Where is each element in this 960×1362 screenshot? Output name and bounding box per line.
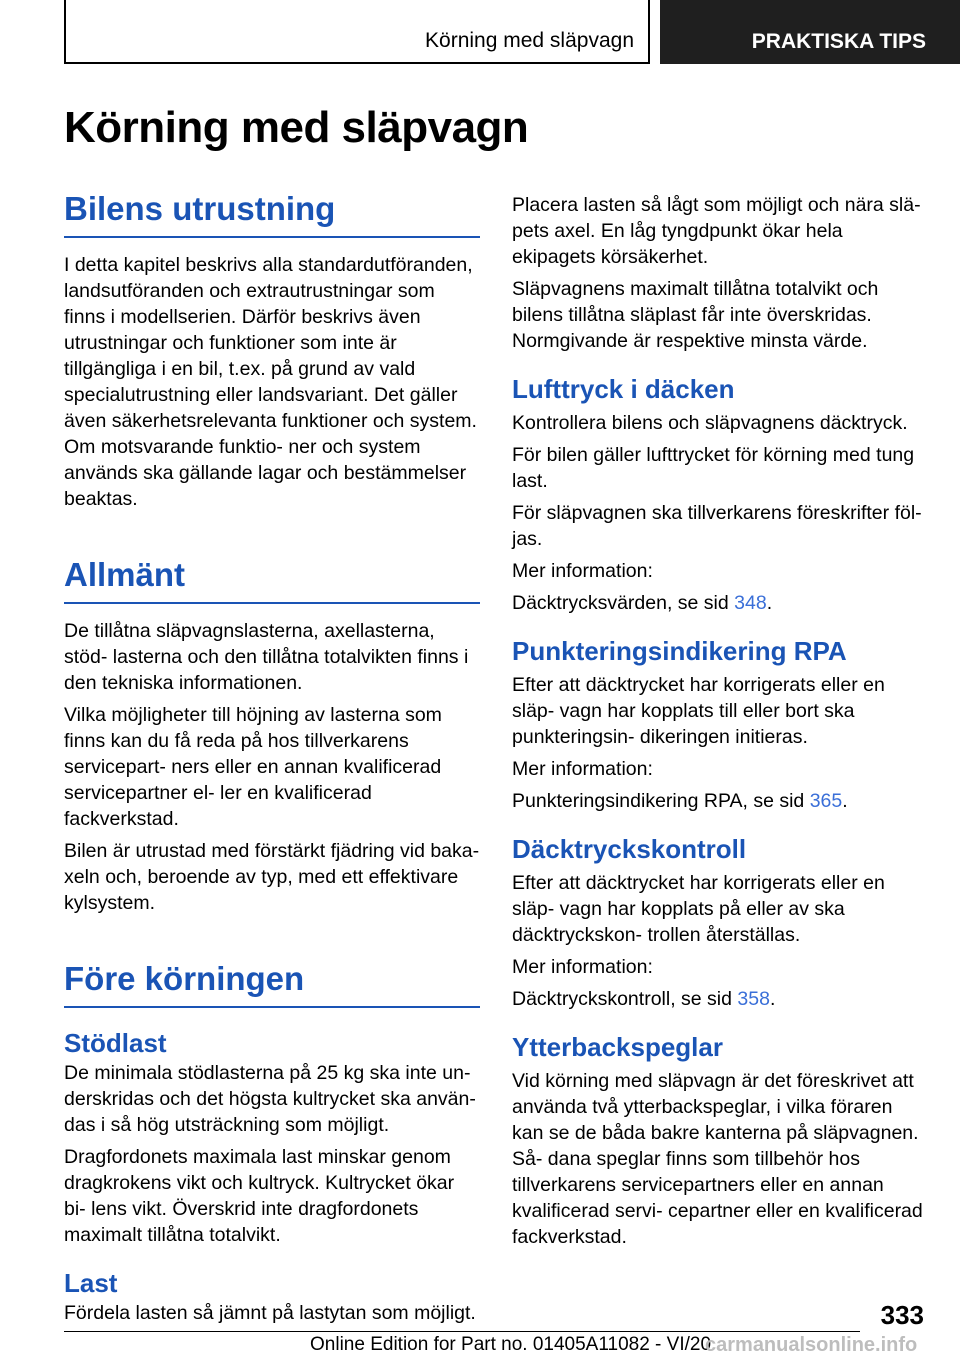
heading-allmant: Allmänt	[64, 554, 480, 604]
header-rule-right	[648, 0, 650, 64]
dacktryck-more-info: Mer information:	[512, 956, 653, 978]
heading-fore-korningen: Före körningen	[64, 958, 480, 1008]
dacktryck-reference	[512, 986, 928, 1012]
bilens-paragraph: I detta kapitel beskrivs alla standardutföranden, landsutföranden och extrautrustningar som finns i modellserien. Därför beskrivs även utrustningar och funktioner som inte är tillgängliga i en bil, t.ex. på grund av vald specialutrustning eller landsvariant. Det gäller även säkerhetsrelevanta funktioner och system. Om motsvarande funktio- ner och system används ska gällande lagar och bestämmelser beaktas.	[64, 254, 477, 510]
chapter-tab: PRAKTISKA TIPS	[660, 0, 960, 64]
ytterback-paragraph: Vid körning med släpvagn är det föreskrivet att använda två ytterbackspeglar, i vilka föraren kan se de båda bakre kanterna på släpvagnen. Så- dana speglar finns som tillbehör hos tillverkarens servicepartners eller en annan kvalificerad servi- cepartner eller en kvalificerad fackverkstad.	[512, 1070, 923, 1248]
stodlast-paragraph-1: De minimala stödlasterna på 25 kg ska inte un- derskridas och det högsta kultrycket ska använ- das i så hög utsträckning som möjligt.	[64, 1062, 476, 1136]
load-paragraph-2: Släpvagnens maximalt tillåtna totalvikt och bilens tillåtna släplast får inte överskridas. Normgivande är respektive minsta värde.	[512, 278, 879, 352]
reference-text: Punkteringsindikering RPA, se sid	[512, 790, 810, 812]
heading-bilens-utrustning: Bilens utrustning	[64, 188, 480, 238]
reference-period: .	[769, 988, 776, 1010]
stodlast-paragraph-2: Dragfordonets maximala last minskar genom dragkrokens vikt och kultryck. Kultrycket ökar bi- lens vikt. Överskrid inte dragfordonets maximalt tillåtna totalvikt.	[64, 1146, 455, 1246]
rpa-paragraph: Efter att däcktrycket har korrigerats eller en släp- vagn har kopplats till eller bort ska punkteringsin- dikeringen initieras.	[512, 674, 885, 748]
lufttryck-more-info: Mer information:	[512, 560, 653, 582]
reference-text: Däcktryckskontroll, se sid	[512, 988, 738, 1010]
last-paragraph: Fördela lasten så jämnt på lastytan som möjligt.	[64, 1302, 476, 1324]
watermark: carmanualsonline.info	[705, 1334, 918, 1356]
lufttryck-reference	[512, 590, 928, 616]
page-link-358[interactable]: 358	[737, 988, 770, 1010]
header-rule-left	[64, 0, 66, 64]
page-link-348[interactable]: 348	[734, 592, 767, 614]
dacktryck-paragraph: Efter att däcktrycket har korrigerats eller en släp- vagn har kopplats på eller av ska däcktryckskon- trollen återställas.	[512, 872, 885, 946]
heading-lufttryck: Lufttryck i däcken	[512, 374, 735, 404]
heading-ytterbackspeglar: Ytterbackspeglar	[512, 1032, 723, 1062]
reference-period: .	[842, 790, 848, 812]
allmant-paragraph-1: De tillåtna släpvagnslasterna, axellasterna, stöd- lasterna och den tillåtna totalvikten finns i den tekniska informationen.	[64, 620, 469, 694]
heading-dacktryckskontroll: Däcktryckskontroll	[512, 834, 747, 864]
allmant-paragraph-3: Bilen är utrustad med förstärkt fjädring vid baka- xeln och, beroende av typ, med ett effektivare kylsystem.	[64, 840, 480, 914]
reference-period: .	[766, 592, 773, 614]
load-paragraph-1: Placera lasten så lågt som möjligt och nära slä- pets axel. En låg tyngdpunkt ökar hela ekipagets körsäkerhet.	[512, 194, 921, 268]
page-number: 333	[880, 1300, 924, 1330]
heading-last: Last	[64, 1268, 118, 1298]
right-column	[512, 192, 928, 1250]
lufttryck-paragraph-3: För släpvagnen ska tillverkarens föreskrifter föl- jas.	[512, 502, 922, 550]
header-section-title: Körning med släpvagn	[425, 29, 634, 52]
reference-text: Däcktrycksvärden, se sid	[512, 592, 735, 614]
rpa-reference	[512, 788, 928, 814]
page-link-365[interactable]: 365	[809, 790, 843, 812]
lufttryck-paragraph-2: För bilen gäller lufttrycket för körning med tung last.	[512, 444, 915, 492]
allmant-paragraph-2: Vilka möjligheter till höjning av lasterna som finns kan du få reda på hos tillverkarens servicepart- ners eller en annan kvalificerad servicepartner el- ler en kvalificerad fackverkstad.	[64, 704, 442, 830]
rpa-more-info: Mer information:	[512, 758, 653, 780]
header-rule-bottom	[64, 62, 650, 64]
heading-stodlast: Stödlast	[64, 1028, 167, 1058]
footer-edition: Online Edition for Part no. 01405A11082 - VI/20	[310, 1334, 712, 1355]
heading-punkteringsindikering: Punkteringsindikering RPA	[512, 636, 847, 666]
lufttryck-paragraph-1: Kontrollera bilens och släpvagnens däcktryck.	[512, 412, 908, 434]
page-title: Körning med släpvagn	[64, 103, 529, 152]
left-column	[64, 188, 480, 1326]
